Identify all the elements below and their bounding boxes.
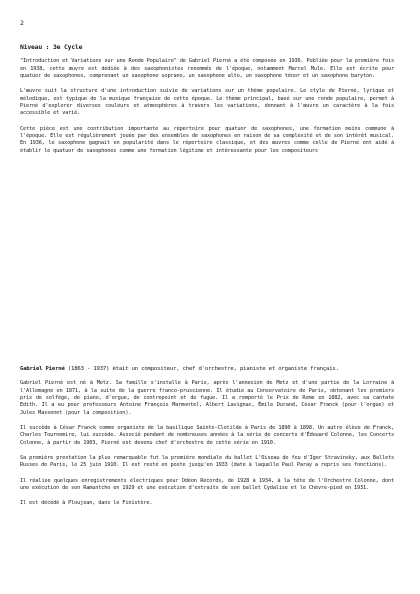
composer-name: Gabriel Pierné [20, 366, 65, 372]
paragraph: "Introduction et Variations sur une Ronde Populaire" de Gabriel Pierné a été composée en 1936. Publiée pour la première fois en 1938, cette œuvre est dédiée à des saxophonistes renommés de l'époque, notamment Marcel Mule. Elle est écrite pour quatuor de saxophones, comprenant un saxophone soprano, un saxophone alto, un saxophone ténor et un saxophone baryton. [20, 58, 394, 80]
paragraph: Il succède à César Franck comme organiste de la basilique Sainte-Clotilde à Paris de 1890 à 1898. Un autre élève de Franck, Charles Tournemire, lui succède. Associé pendant de nombreuses années à la série de concerts d'Édouard Colonne, les Concerts Colonne, à partir de 1903, Pierné est devenu chef d'orchestre de cette série en 1910. [20, 425, 394, 446]
composer-intro [20, 366, 394, 373]
page-number: 2 [20, 19, 24, 27]
paragraph: Gabriel Pierné est né à Metz. Sa famille s'installe à Paris, après l'annexion de Metz et d'une partie de la Lorraine à l'Allemagne en 1871, à la suite de la guerre franco-prussienne. Il étudie au Conservatoire de Paris, obtenant les premiers prix de solfège, de piano, d'orgue, de contrepoint et de fugue. Il a remporté le Prix de Rome en 1882, avec sa cantate Edith. Il a eu pour professeurs Antoine François Marmontel, Albert Lavignac, Émile Durand, César Franck (pour l'orgue) et Jules Massenet (pour la composition). [20, 380, 394, 416]
paragraph: Cette pièce est une contribution importante au répertoire pour quatuor de saxophones, une formation moins commune à l'époque. Elle est régulièrement jouée par des ensembles de saxophones en raison de sa complexité et de son intérêt musical. En 1936, le saxophone gagnait en popularité dans le répertoire classique, et des œuvres comme celle de Pierné ont aidé à établir le quatuor de saxophones comme une formation légitime et intéressante pour les compositeurs [20, 125, 394, 154]
work-description-section [20, 44, 394, 163]
paragraph: L'œuvre suit la structure d'une introduction suivie de variations sur un thème populaire. Le style de Pierné, lyrique et mélodique, est typique de la musique française de cette époque. Le thème principal, basé sur une ronde populaire, permet à Pierné d'explorer diverses couleurs et atmosphères à travers les variations, donnant à l'œuvre un caractère à la fois accessible et varié. [20, 88, 394, 117]
paragraph: Sa première prestation la plus remarquable fut la première mondiale du ballet L'Oiseau de feu d'Igor Stravinsky, aux Ballets Russes de Paris, le 25 juin 1910. Il est resté en poste jusqu'en 1933 (date à laquelle Paul Paray a repris ses fonctions). [20, 455, 394, 469]
paragraph: Il est décédé à Ploujean, dans le Finistère. [20, 500, 153, 507]
level-heading: Niveau : 3e Cycle [20, 43, 83, 51]
paragraph: Il réalise quelques enregistrements électriques pour Odéon Records, de 1928 à 1934, à la tête de l'Orchestre Colonne, dont une exécution de son Ramuntcho en 1929 et une exécution d'extraits de son ballet Cydalise et le Chèvre-pied en 1931. [20, 477, 394, 492]
composer-intro-text: (1863 - 1937) était un compositeur, chef d'orchestre, pianiste et organiste français. [64, 366, 339, 372]
composer-biography-section [20, 366, 394, 516]
